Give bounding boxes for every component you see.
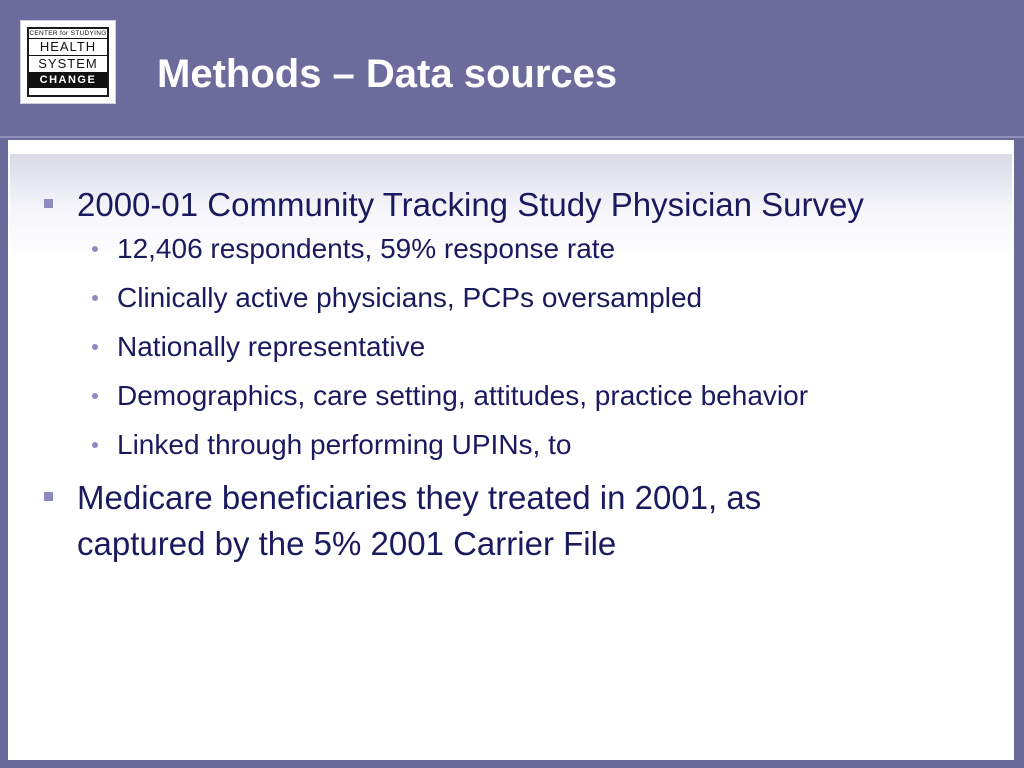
hsc-logo [20, 20, 116, 104]
dot-bullet-icon [92, 442, 98, 448]
dot-bullet-icon [92, 393, 98, 399]
sub-bullet-text: Nationally representative [117, 331, 426, 362]
bullet-text-line-2: captured by the 5% 2001 Carrier File [77, 525, 617, 562]
logo-line-3: CHANGE [29, 73, 107, 88]
dot-bullet-icon [92, 246, 98, 252]
logo-line-1: HEALTH [29, 39, 107, 56]
sub-bullet-item [40, 279, 1000, 317]
bullet-text: 2000-01 Community Tracking Study Physician Survey [77, 186, 864, 223]
logo-line-2: SYSTEM [29, 56, 107, 73]
header-band [0, 0, 1024, 138]
slide-title: Methods – Data sources [157, 52, 618, 96]
sub-bullet-text: 12,406 respondents, 59% response rate [117, 233, 616, 264]
sub-bullet-item [40, 328, 1000, 366]
logo-top-text: CENTER for STUDYING [29, 30, 107, 37]
bullet-item [40, 182, 1000, 228]
sub-bullet-text: Clinically active physicians, PCPs oversampled [117, 282, 703, 313]
bullet-item [40, 475, 1000, 567]
sub-bullet-text: Demographics, care setting, attitudes, practice behavior [117, 380, 809, 411]
dot-bullet-icon [92, 344, 98, 350]
content-panel [8, 140, 1014, 760]
bullet-group-1 [40, 182, 1000, 464]
bullet-group-2 [40, 475, 1000, 567]
sub-bullet-list [40, 230, 1000, 464]
sub-bullet-item [40, 377, 1000, 415]
square-bullet-icon [44, 199, 53, 208]
bullet-text-line-1: Medicare beneficiaries they treated in 2001, as [77, 479, 762, 516]
sub-bullet-item [40, 426, 1000, 464]
logo-frame [27, 27, 109, 97]
sub-bullet-item [40, 230, 1000, 268]
dot-bullet-icon [92, 295, 98, 301]
bullet-list [40, 182, 1000, 571]
sub-bullet-text: Linked through performing UPINs, to [117, 429, 572, 460]
square-bullet-icon [44, 492, 53, 501]
